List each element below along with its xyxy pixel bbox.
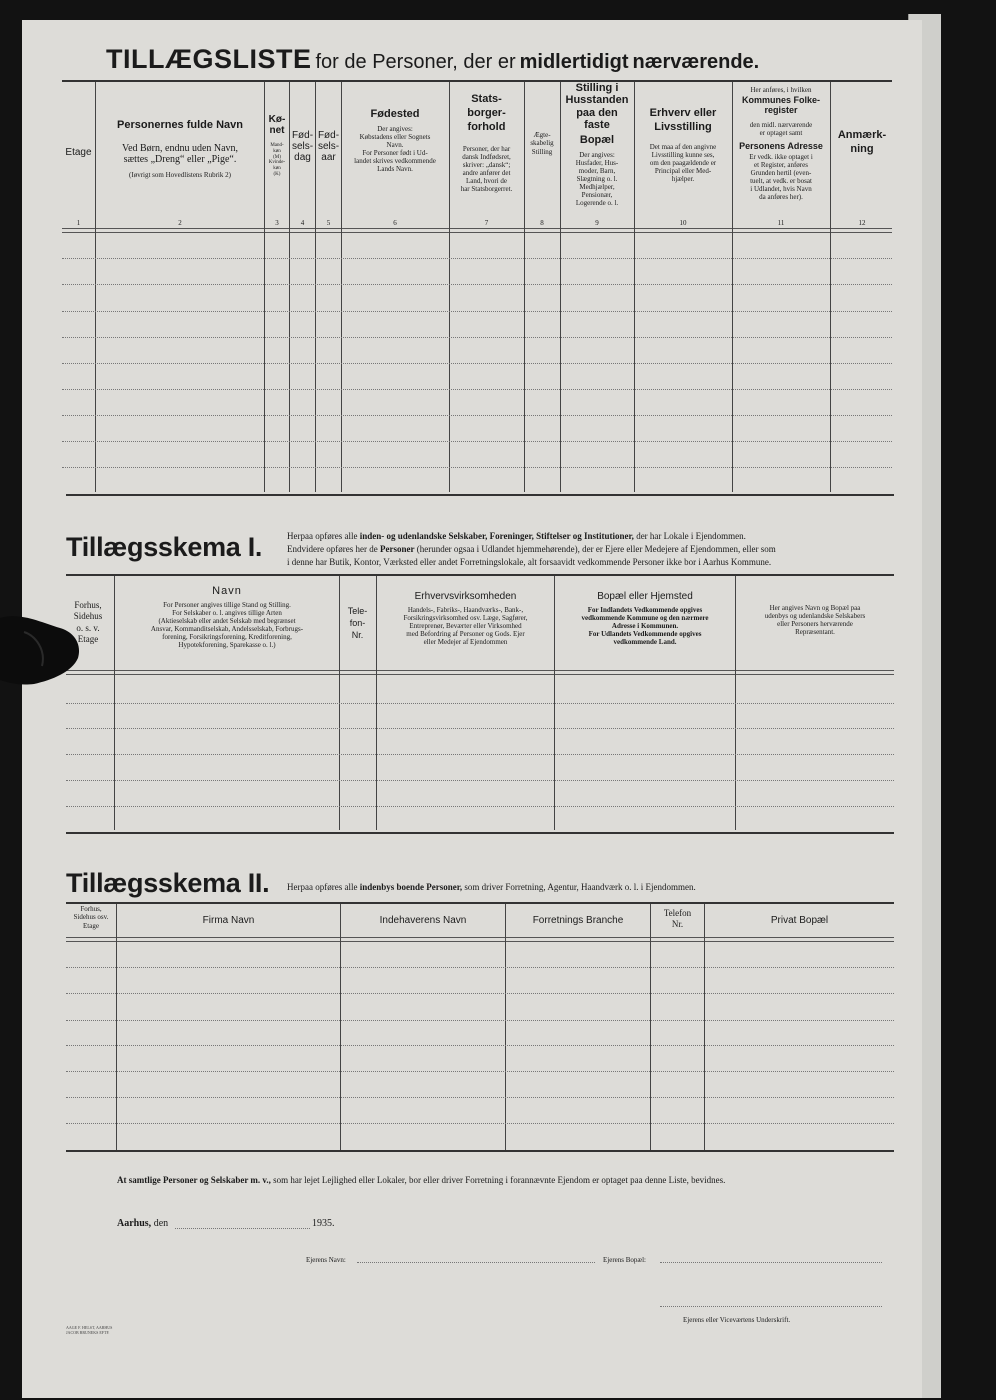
header-folkeregister-note1: Her anføres, i hvilken — [750, 86, 812, 94]
header-navn-note: Ved Børn, endnu uden Navn, sættes „Dreng“ eller „Pige“. — [121, 143, 239, 166]
header-foedselsaar: Fød- sels- aar — [317, 130, 340, 164]
header-stilling: Stilling i Husstanden paa den faste — [565, 82, 629, 131]
skema1-col-navn: Navn — [212, 585, 242, 597]
owner-address-label: Ejerens Bopæl: — [603, 1256, 646, 1264]
header-anmaerkning: Anmærk- ning — [837, 129, 887, 156]
skema2-col-indehaver: Indehaverens Navn — [379, 915, 467, 926]
skema2-desc-b: indenbys boende Personer, — [359, 882, 463, 892]
main-title-part1: for de Personer, der er — [315, 51, 516, 73]
col-number-8: 8 — [540, 219, 544, 227]
col-number-1: 1 — [76, 219, 81, 227]
owner-name-label: Ejerens Navn: — [306, 1256, 346, 1264]
skema1-col-etage: Forhus, Sidehus o. s. v. Etage — [73, 600, 103, 644]
skema2-col-firma: Firma Navn — [202, 915, 255, 926]
skema1-col-telefon: Tele- fon- Nr. — [347, 606, 368, 641]
attestation — [117, 1175, 725, 1185]
header-stilling-note: Der angives: Husfader, Hus- moder, Barn, Slægtning o. l. Medhjælper, Pensionær, Logerende o. l. — [575, 151, 619, 208]
skema2-col-telefon: Telefon Nr. — [663, 908, 692, 930]
col-number-2: 2 — [178, 219, 182, 227]
skema1-col-erhverv-note: Handels-, Fabriks-, Haandværks-, Bank-, Forsikringsvirksomhed osv. Læge, Sagfører, Entreprenør, Beværter eller Virksomhed med Befordring af Personer og Gods. Ejer eller Medejer af Ejendommen — [403, 606, 528, 647]
header-folkeregister: Kommunes Folke- register — [741, 95, 820, 116]
skema1-col-bopael: Bopæl eller Hjemsted — [597, 591, 693, 602]
skema1-desc-l2-c: (herunder ogsaa i Udlandet hjemmehørende), der er Ejere eller Medejere af Ejendommen, eller som — [416, 544, 776, 555]
skema2-description — [287, 882, 696, 892]
col-number-4: 4 — [300, 219, 305, 227]
header-adresse: Personens Adresse — [739, 141, 823, 151]
main-title-midl: midlertidigt — [519, 51, 629, 73]
header-koen-note: Mand- køn (M) Kvinde- køn (K) — [268, 143, 286, 177]
skema2-col-etage: Forhus, Sidehus osv. Etage — [73, 905, 109, 930]
skema1-desc-l1-b: inden- og udenlandske Selskaber, Foreninger, Stiftelser og Institutioner, — [359, 531, 634, 541]
torn-paper-fragment — [0, 610, 84, 690]
col-number-5: 5 — [326, 219, 331, 227]
city-label: Aarhus, — [117, 1218, 152, 1229]
col-number-12: 12 — [858, 219, 866, 227]
col-number-7: 7 — [484, 219, 489, 227]
owner-name-field[interactable] — [357, 1262, 595, 1263]
header-foedselsdag: Fød- sels- dag — [291, 130, 314, 164]
signature-label: Ejerens eller Viceværtens Underskrift. — [683, 1316, 791, 1324]
skema1-description — [287, 530, 897, 569]
header-folkeregister-note2: den midl. nærværende er optaget samt — [749, 121, 813, 138]
header-aegteskab: Ægte- skabelig Stilling — [530, 131, 554, 156]
signature-field[interactable] — [660, 1306, 882, 1307]
skema1-col-navn-note: For Personer angives tillige Stand og Stilling. For Selskaber o. l. angives tillige Arten (Aktieselskab eller andet Selskab med begrænset Ansvar, Kommanditselskab, Andelsselskab, Forbrugs- forening, Forsikringsforening, Kreditforening, Hypotekforening, Sparekasse o. l.) — [150, 601, 304, 650]
col-number-6: 6 — [393, 219, 397, 227]
header-erhverv-note: Det maa af den angivne Livsstilling kunne ses, om den paagældende er Principal eller Med- hjælper. — [649, 143, 717, 184]
header-stilling-bopael: Bopæl — [579, 134, 615, 146]
main-title — [106, 44, 896, 75]
header-navn-sub: (Iøvrigt som Hovedlistens Rubrik 2) — [129, 171, 231, 179]
skema1-desc-l2-b: Personer — [379, 544, 415, 555]
skema1-col-bopael-note: For Indlandets Vedkommende opgives vedkommende Kommune og den nærmere Adresse i Kommunen. For Udlandets Vedkommende opgives vedkommende Land. — [581, 606, 709, 647]
year-label: 1935. — [312, 1218, 335, 1229]
den-label: den — [153, 1218, 169, 1229]
skema2-title: Tillægsskema II. — [66, 868, 270, 898]
skema1-col-repraesentant: Her angives Navn og Bopæl paa udenbys og udenlandske Selskabers eller Personers herværende Repræsentant. — [764, 604, 866, 637]
col-number-11: 11 — [777, 219, 785, 227]
main-title-bold: TILLÆGSLISTE — [106, 44, 312, 74]
header-erhverv: Erhverv eller Livsstilling — [649, 107, 717, 134]
printer-imprint: AAGE F. HELST, AARHUS JACOB BRUNEKS EFTF. — [66, 1325, 113, 1336]
header-koen: Kø- net — [268, 114, 286, 137]
header-statsborger-note: Personer, der har dansk Indfødsret, skriver: „dansk“; andre anfører det Land, hvori de har Statsborgerret. — [460, 145, 513, 194]
skema1-desc-l2-a: Endvidere opføres her de — [287, 544, 378, 555]
skema2-desc-c: som driver Forretning, Agentur, Haandværk o. l. i Ejendommen. — [464, 882, 696, 892]
header-navn: Personernes fulde Navn — [117, 119, 243, 131]
header-etage: Etage — [65, 147, 92, 158]
header-foedested-note: Der angives: Købstadens eller Sognets Navn. For Personer født i Ud- landet skrives vedkommende Lands Navn. — [354, 125, 436, 174]
col-number-10: 10 — [679, 219, 687, 227]
place-date-line — [117, 1218, 168, 1229]
attestation-bold: At samtlige Personer og Selskaber m. v., — [117, 1175, 271, 1185]
header-foedested: Fødested — [370, 108, 420, 120]
skema1-title: Tillægsskema I. — [66, 532, 263, 562]
col-number-3: 3 — [275, 219, 279, 227]
owner-address-field[interactable] — [660, 1262, 882, 1263]
skema1-desc-l3: i denne har Butik, Kontor, Værksted eller andet Forretningslokale, alt forsaavidt vedkommende Personer ikke bor i Aarhus Kommune. — [287, 557, 772, 568]
skema2-col-privat-bopael: Privat Bopæl — [770, 915, 829, 926]
skema2-desc-a: Herpaa opføres alle — [287, 882, 358, 892]
header-adresse-note: Er vedk. ikke optaget i et Register, anføres Grunden hertil (even- tuelt, at vedk. er bosat i Udlandet, hvis Navn da anføres her). — [749, 153, 813, 202]
skema2-col-branche: Forretnings Branche — [532, 915, 624, 926]
date-field[interactable] — [175, 1228, 310, 1229]
skema1-desc-l1-a: Herpaa opføres alle — [287, 531, 358, 541]
header-statsborger: Stats- borger- forhold — [467, 93, 506, 133]
skema1-desc-l1-c: der har Lokale i Ejendommen. — [636, 531, 746, 541]
main-title-end: nærværende. — [632, 51, 760, 73]
attestation-text: som har lejet Lejlighed eller Lokaler, bor eller driver Forretning i forannævnte Ejendom er optaget paa denne Liste, bevidnes. — [273, 1175, 726, 1185]
col-number-9: 9 — [595, 219, 599, 227]
skema1-col-erhverv: Erhvervsvirksomheden — [414, 591, 517, 602]
